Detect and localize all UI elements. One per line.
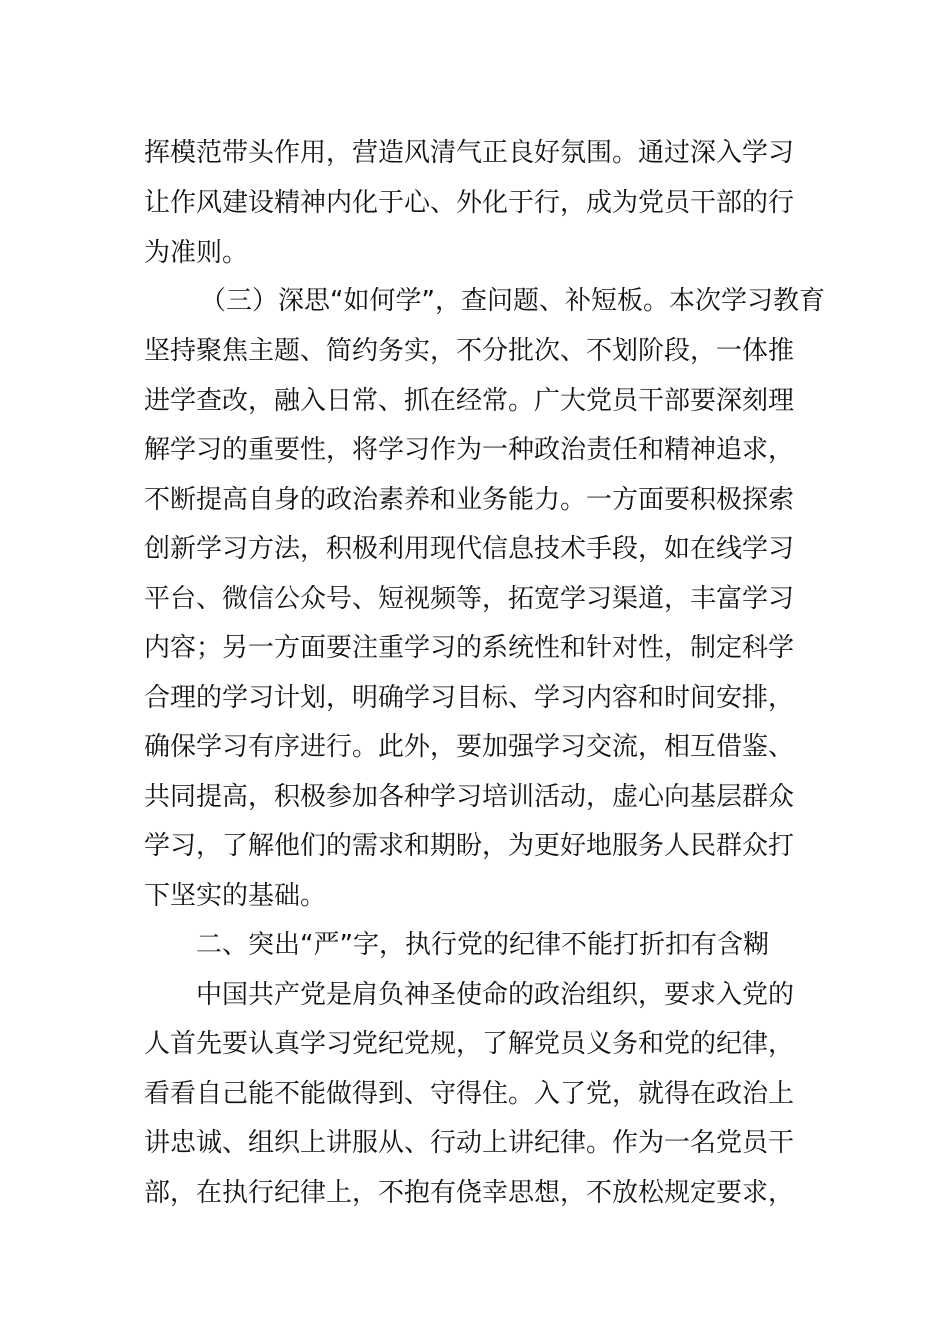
paragraph-start: 中国共产党是肩负神圣使命的政治组织，要求入党的 <box>196 980 795 1010</box>
text-line: 部，在执行纪律上，不抱有侥幸思想，不放松规定要求， <box>144 1178 795 1208</box>
text-line: 学习，了解他们的需求和期盼，为更好地服务人民群众打 <box>144 831 795 861</box>
text-line: 合理的学习计划，明确学习目标、学习内容和时间安排， <box>144 683 795 713</box>
text-line: 解学习的重要性，将学习作为一种政治责任和精神追求， <box>144 435 795 465</box>
text-line: 确保学习有序进行。此外，要加强学习交流，相互借鉴、 <box>144 732 795 762</box>
text-line: 坚持聚焦主题、简约务实，不分批次、不划阶段，一体推 <box>144 336 795 366</box>
text-line: 内容；另一方面要注重学习的系统性和针对性，制定科学 <box>144 633 795 663</box>
text-line: 共同提高，积极参加各种学习培训活动，虚心向基层群众 <box>144 782 795 812</box>
text-line: 挥模范带头作用，营造风清气正良好氛围。通过深入学习 <box>144 138 795 168</box>
text-line: 看看自己能不能做得到、守得住。入了党，就得在政治上 <box>144 1079 795 1109</box>
text-line: 不断提高自身的政治素养和业务能力。一方面要积极探索 <box>144 485 795 515</box>
text-line: 下坚实的基础。 <box>144 881 327 911</box>
text-line: 创新学习方法，积极利用现代信息技术手段，如在线学习 <box>144 534 795 564</box>
text-line: 让作风建设精神内化于心、外化于行，成为党员干部的行 <box>144 188 795 218</box>
text-line: 平台、微信公众号、短视频等，拓宽学习渠道，丰富学习 <box>144 584 795 614</box>
section-heading-3: （三）深思“如何学”，查问题、补短板。本次学习教育 <box>200 286 825 316</box>
section-heading-2: 二、突出“严”字，执行党的纪律不能打折扣有含糊 <box>196 930 769 960</box>
text-line: 人首先要认真学习党纪党规，了解党员义务和党的纪律， <box>144 1029 795 1059</box>
text-line: 为准则。 <box>144 238 249 268</box>
text-line: 进学查改，融入日常、抓在经常。广大党员干部要深刻理 <box>144 386 795 416</box>
text-line: 讲忠诚、组织上讲服从、行动上讲纪律。作为一名党员干 <box>144 1128 795 1158</box>
